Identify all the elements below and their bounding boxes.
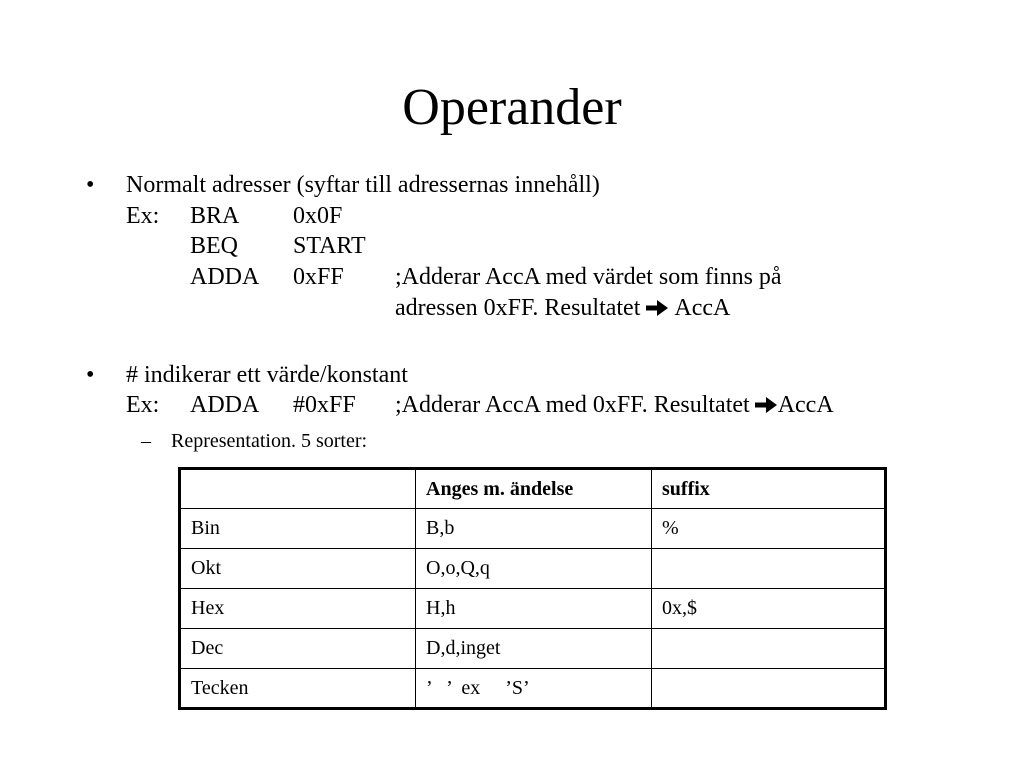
right-arrow-icon: [646, 300, 668, 316]
sub-bullet-text: Representation. 5 sorter:: [171, 430, 368, 452]
bullet-marker: •: [86, 172, 95, 198]
table-cell: [652, 629, 886, 669]
operand: 0x0F: [293, 203, 343, 229]
table-cell: O,o,Q,q: [416, 549, 652, 589]
table-header-cell: Anges m. ändelse: [416, 469, 652, 509]
slide-title: Operander: [402, 79, 622, 136]
table-cell: B,b: [416, 509, 652, 549]
right-arrow-icon: [755, 397, 777, 413]
mnemonic: ADDA: [190, 264, 260, 290]
operand: #0xFF: [293, 392, 356, 418]
code-comment: [395, 390, 834, 421]
table-cell: ’ ’ ex ’S’: [416, 669, 652, 709]
table-cell: Bin: [180, 509, 416, 549]
mnemonic: BEQ: [190, 233, 238, 259]
table-cell: 0x,$: [652, 589, 886, 629]
representation-table: [178, 467, 887, 710]
table-header-cell: suffix: [652, 469, 886, 509]
bullet-1-text: Normalt adresser (syftar till adressernas innehåll): [126, 172, 600, 198]
mnemonic: ADDA: [190, 392, 260, 418]
table-row: [180, 549, 886, 589]
table-row: [180, 589, 886, 629]
table-cell: D,d,inget: [416, 629, 652, 669]
table-cell: Okt: [180, 549, 416, 589]
table-cell: Tecken: [180, 669, 416, 709]
table-cell: H,h: [416, 589, 652, 629]
comment-text: ;Adderar AccA med 0xFF. Resultatet: [395, 392, 750, 418]
table-cell: %: [652, 509, 886, 549]
bullet-marker: •: [86, 362, 95, 388]
table-header-cell: [180, 469, 416, 509]
comment-text: adressen 0xFF. Resultatet: [395, 295, 641, 321]
table-cell: [652, 549, 886, 589]
sub-bullet-marker: –: [141, 430, 151, 452]
operand: START: [293, 233, 366, 259]
table-cell: Hex: [180, 589, 416, 629]
table-header-row: [180, 469, 886, 509]
table-row: [180, 509, 886, 549]
table-row: [180, 629, 886, 669]
code-comment: ;Adderar AccA med värdet som finns på: [395, 264, 782, 290]
ex-label: Ex:: [126, 392, 160, 418]
comment-text: AccA: [674, 295, 731, 321]
table-cell: Dec: [180, 629, 416, 669]
code-comment-continuation: [395, 293, 730, 324]
operand: 0xFF: [293, 264, 344, 290]
bullet-2-text: # indikerar ett värde/konstant: [126, 362, 408, 388]
mnemonic: BRA: [190, 203, 240, 229]
table-cell: [652, 669, 886, 709]
table-row: [180, 669, 886, 709]
ex-label: Ex:: [126, 203, 160, 229]
comment-text: AccA: [777, 392, 834, 418]
